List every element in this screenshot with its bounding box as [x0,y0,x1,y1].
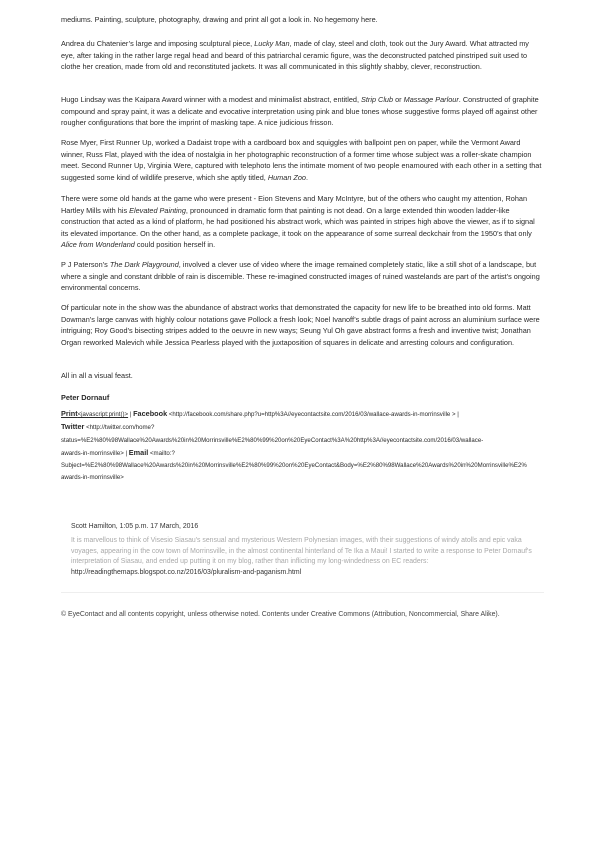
comment-link[interactable]: http://readingthemaps.blogspot.co.nz/2016/03/pluralism-and-paganism.html [71,568,302,576]
text: P J Paterson’s [61,260,110,269]
text: , involved a clever use of video where the image remained completely static, like a still shot of a landscape, but where a single and constant dribble of rain is discernible. These re-imagined constructed images of ruined wastelands are part of the artist’s ongoing environmental concerns. [61,260,540,293]
share-line-6 [61,472,551,484]
text: or [393,95,404,104]
facebook-link-url[interactable]: <http://facebook.com/share.php?u=http%3A//eyecontactsite.com/2016/03/wallace-awards-in-morrinsville > [167,411,458,418]
artwork-title: Massage Parlour [403,95,459,104]
artwork-title: Human Zoo [267,172,306,182]
artwork-title: Elevated Painting [129,205,186,215]
paragraph-7: Of particular note in the show was the abundance of abstract works that demonstrated the capacity for new life to be breathed into old forms. Matt Dowman’s large canvas with highly colour notations gave Pollock a fresh look; Noel Ivanoff’s subtle drags of paint across an aluminium surface were intriguing; Roy Good’s bisecting stripes added to the oeuvre in new ways; Seung Yul Oh gave abstract forms a fresh and inventive twist; Jonathan Organ reworked Malevich while Jessica Pearless played with the juxtaposition of squares in delicate and arresting colours and configuration. [61,303,540,347]
email-link-url[interactable]: Subject=%E2%80%98Wallace%20Awards%20in%20Morrinsville%E2%80%99%20on%20EyeContact&Body=%E2%80%98Wallace%20Awards%20in%20Morrinsville%E2% [61,462,527,470]
paragraph-8: All in all a visual feast. [61,371,133,380]
text: could position herself in. [134,240,216,250]
text: Rose Myer, First Runner Up, worked a Dadaist trope with a cardboard box and squiggles with ballpoint pen on paper, while the Vermont Award winner, Russ Flat, played with the idea of nostalgia in her photographic reconstruction of a former time whose subject was a roller-skate champion meet. Second Runner Up, Virginia Were, captured with telephoto lens the intimate moment of two people enamoured with each other in a setting that suggested some kind of wildlife preserve, which she aptly titled, [61,138,542,182]
facebook-link[interactable]: Facebook [133,409,168,418]
artwork-title: Strip Club [361,95,394,104]
twitter-link-url[interactable]: status=%E2%80%98Wallace%20Awards%20in%20Morrinsville%E2%80%99%20on%20EyeContact%3A%20http%3A//eyecontactsite.com/2016/03/wallace- [61,436,484,444]
separator: | [457,411,459,418]
email-link-url[interactable]: <mailto:? [148,449,175,457]
paragraph-3 [61,94,544,129]
paragraph-5 [61,193,544,251]
comment [71,522,541,578]
text: , made of clay, steel and cloth, took out the Jury Award. What attracted my eye, after taking in the rather large regal head and beard of this patriarchal ceramic figure, was the deconstructed patched pinstriped suit used to clothe her creation, made from old and reconstituted jackets. It was all communicated in this slightly shabby, clever, reconstruction. [61,39,529,72]
share-line-3 [61,435,551,447]
email-link-url[interactable]: awards-in-morrinsville> [61,474,124,482]
text: , pronounced in dramatic form that painting is not dead. On a large extended thin wooden ladder-like construction that acted as a kind of platform, he had positioned his abstract work, which was painted in stripes high above the viewer, as if to signal its elevated importance. On the other hand, as a complete package, it took on the appearance of some surreal deckchair from the 1950’s that only [61,205,535,238]
share-line-2 [61,421,551,434]
twitter-link-url[interactable]: <http://twitter.com/home? [84,424,155,432]
comment-body: It is marvellous to think of Visesio Siasau's sensual and mysterious Western Polynesian images, with their suggestions of windy atolls and epic vaka voyages, appearing in the cow town of Morrinsville, in the almost continental hinterland of Te Ika a Maui! I started to write a response to Peter Dornauf's interpretation of Siasau, and ended up putting it on my blog, rather than inflicting my long-windedness on EC readers: [71,537,532,565]
twitter-link[interactable]: Twitter [61,422,85,432]
share-line-1 [61,408,551,421]
share-line-5 [61,460,551,472]
print-link[interactable]: Print [61,409,78,418]
paragraph-6 [61,259,544,294]
text: . [305,172,309,182]
text: There were some old hands at the game who were present - Eion Stevens and Mary McIntyre, but of the others who caught my attention, Rohan Hartley Mills with his [61,194,528,215]
divider [61,592,544,593]
print-link-url[interactable]: <javascript:print()> [77,411,129,418]
share-line-4 [61,447,551,460]
text: . Constructed of graphite compound and spray paint, it was a delicate and evocative interpretation using pink and blue tones whose suggestive forms played off against other rougher configurations that bore the imprint of masking tape. A nice judicious frisson. [61,95,539,128]
text: Hugo Lindsay was the Kaipara Award winner with a modest and minimalist abstract, entitled, [61,95,362,104]
separator: | [128,411,134,418]
copyright-footer: © EyeContact and all contents copyright, unless otherwise noted. Contents under Creative Commons (Attribution, Noncommercial, Share Alike). [61,611,500,618]
author-name: Peter Dornauf [61,393,110,402]
text: Andrea du Chatenier’s large and imposing sculptural piece, [61,39,255,48]
comment-meta: Scott Hamilton, 1:05 p.m. 17 March, 2016 [71,523,199,530]
email-link[interactable]: Email [128,447,149,457]
paragraph-4 [61,137,544,183]
paragraph-2 [61,38,544,73]
artwork-title: Alice from Wonderland [61,240,135,250]
separator: | [125,449,129,457]
artwork-title: The Dark Playground [109,260,179,269]
paragraph-1: mediums. Painting, sculpture, photography, drawing and print all got a look in. No hegemony here. [61,15,378,24]
share-links [61,408,551,485]
artwork-title: Lucky Man [254,39,290,48]
twitter-link-url[interactable]: awards-in-morrinsville> [61,449,126,457]
